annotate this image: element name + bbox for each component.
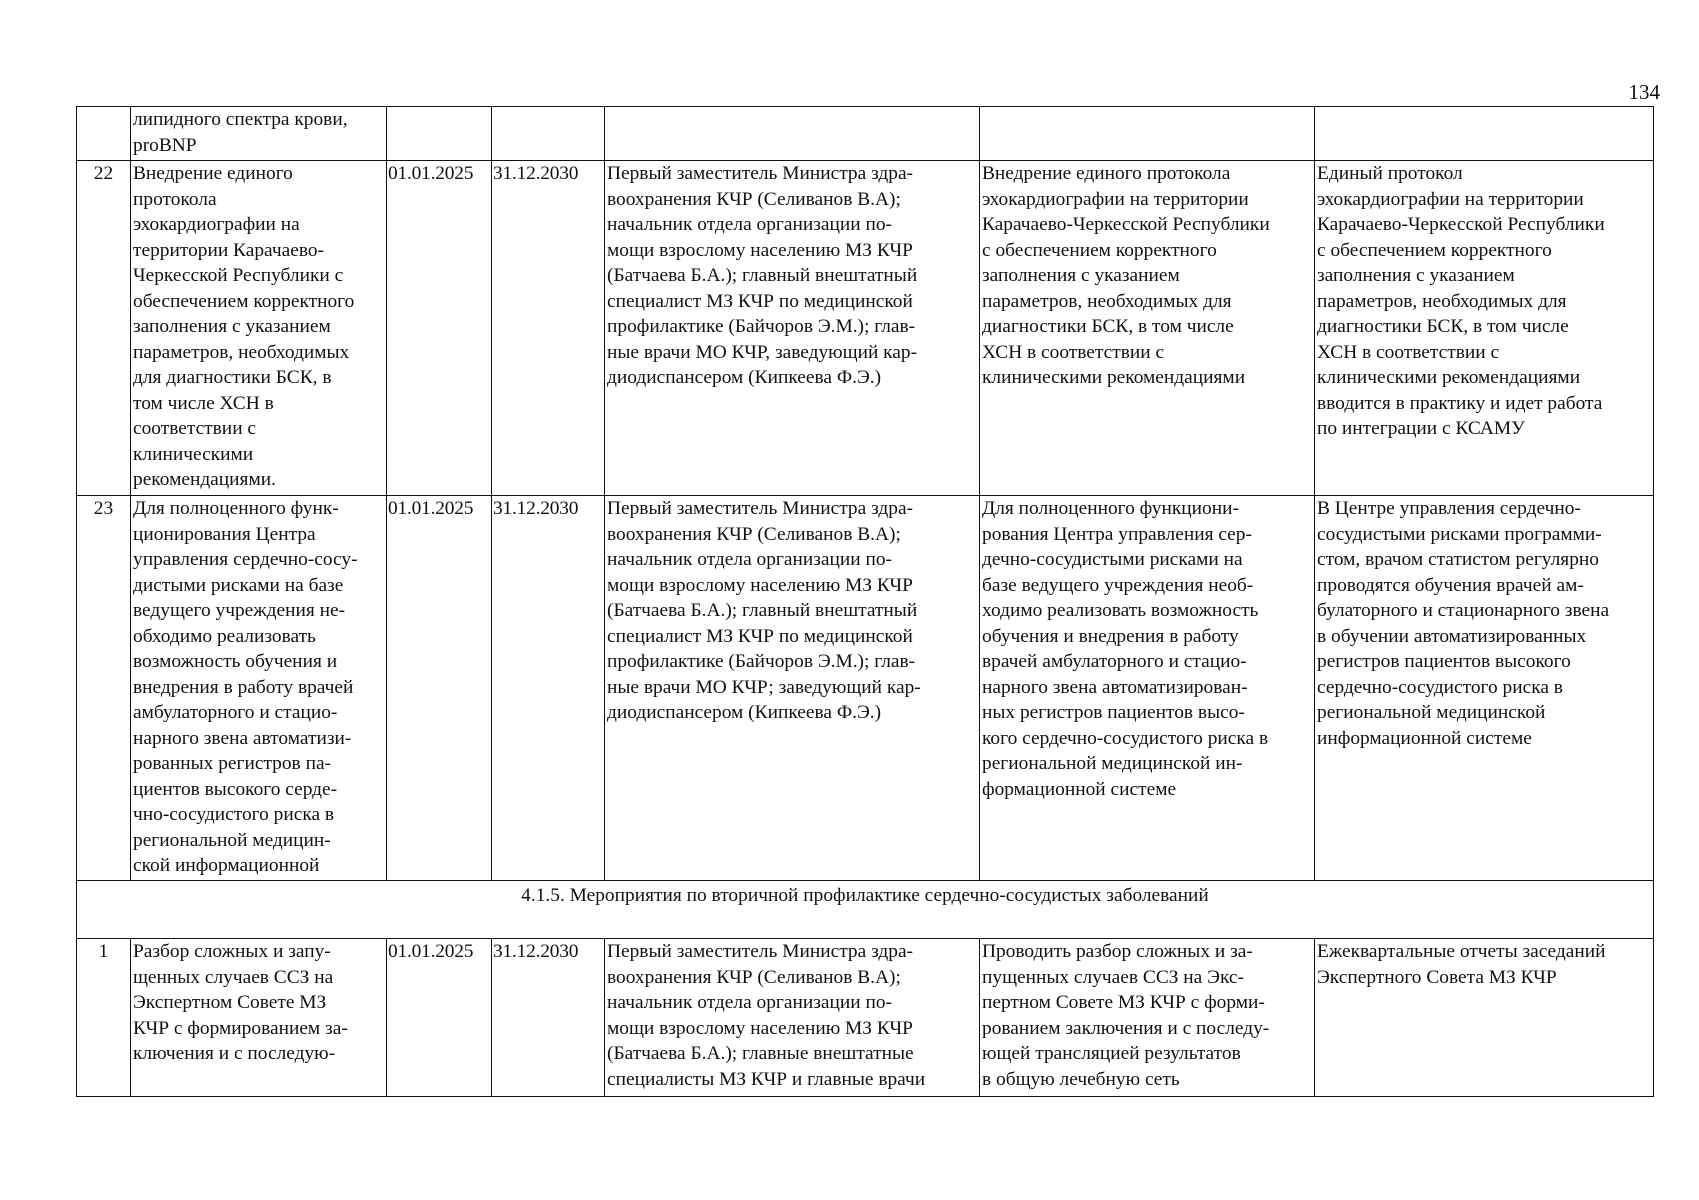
responsible-cell: Первый заместитель Министра здра- воохранения КЧР (Селиванов В.А); начальник отдела организации по- мощи взрослому населению МЗ КЧР (Батчаева Б.А.); главные внештатные специалисты МЗ КЧР и главные врачи bbox=[605, 939, 980, 1097]
result-cell: В Центре управления сердечно- сосудистыми рисками программи- стом, врачом статистом регулярно проводятся обучения врачей ам- булаторного и стационарного звена в обучении автоматизированных регистров пациентов высокого сердечно-сосудистого риска в региональной медицинской информационной системе bbox=[1315, 496, 1654, 881]
section-heading: 4.1.5. Мероприятия по вторичной профилактике сердечно-сосудистых заболеваний bbox=[77, 881, 1654, 939]
result-cell: Единый протокол эхокардиографии на территории Карачаево-Черкесской Республики с обеспечением корректного заполнения с указанием параметров, необходимых для диагностики БСК, в том числе ХСН в соответствии с клиническими рекомендациями вводится в практику и идет работа по интеграции с КСАМУ bbox=[1315, 161, 1654, 496]
result-cell bbox=[1315, 107, 1654, 161]
description-cell bbox=[980, 107, 1315, 161]
end-date-cell: 31.12.2030 bbox=[492, 161, 605, 496]
start-date-cell bbox=[387, 107, 492, 161]
responsible-cell bbox=[605, 107, 980, 161]
event-cell: Внедрение единого протокола эхокардиографии на территории Карачаево- Черкесской Республики с обеспечением корректного заполнения с указанием параметров, необходимых для диагностики БСК, в том числе ХСН в соответствии с клиническими рекомендациями. bbox=[131, 161, 387, 496]
end-date-cell: 31.12.2030 bbox=[492, 496, 605, 881]
table-row bbox=[77, 107, 1654, 161]
end-date-cell bbox=[492, 107, 605, 161]
result-cell: Ежеквартальные отчеты заседаний Экспертного Совета МЗ КЧР bbox=[1315, 939, 1654, 1097]
row-number bbox=[77, 107, 131, 161]
row-number: 22 bbox=[77, 161, 131, 496]
start-date-cell: 01.01.2025 bbox=[387, 496, 492, 881]
section-row bbox=[77, 881, 1654, 939]
event-cell: липидного спектра крови, proBNP bbox=[131, 107, 387, 161]
start-date-cell: 01.01.2025 bbox=[387, 939, 492, 1097]
responsible-cell: Первый заместитель Министра здра- воохранения КЧР (Селиванов В.А); начальник отдела организации по- мощи взрослому населению МЗ КЧР (Батчаева Б.А.); главный внештатный специалист МЗ КЧР по медицинской профилактике (Байчоров Э.М.); глав- ные врачи МО КЧР; заведующий кар- диодиспансером (Кипкеева Ф.Э.) bbox=[605, 496, 980, 881]
table-row bbox=[77, 496, 1654, 881]
description-cell: Внедрение единого протокола эхокардиографии на территории Карачаево-Черкесской Республики с обеспечением корректного заполнения с указанием параметров, необходимых для диагностики БСК, в том числе ХСН в соответствии с клиническими рекомендациями bbox=[980, 161, 1315, 496]
description-cell: Проводить разбор сложных и за- пущенных случаев ССЗ на Экс- пертном Совете МЗ КЧР с форми- рованием заключения и с последу- ющей трансляцией результатов в общую лечебную сеть bbox=[980, 939, 1315, 1097]
event-cell: Для полноценного функ- ционирования Центра управления сердечно-сосу- дистыми рисками на базе ведущего учреждения не- обходимо реализовать возможность обучения и внедрения в работу врачей амбулаторного и стацио- нарного звена автоматизи- рованных регистров па- циентов высокого серде- чно-сосудистого риска в региональной медицин- ской информационной bbox=[131, 496, 387, 881]
measures-table bbox=[76, 106, 1653, 1097]
description-cell: Для полноценного функциони- рования Центра управления сер- дечно-сосудистыми рисками на базе ведущего учреждения необ- ходимо реализовать возможность обучения и внедрения в работу врачей амбулаторного и стацио- нарного звена автоматизирован- ных регистров пациентов высо- кого сердечно-сосудистого риска в региональной медицинской ин- формационной системе bbox=[980, 496, 1315, 881]
table-row bbox=[77, 161, 1654, 496]
row-number: 23 bbox=[77, 496, 131, 881]
end-date-cell: 31.12.2030 bbox=[492, 939, 605, 1097]
page-number: 134 bbox=[1628, 80, 1660, 104]
table-row bbox=[77, 939, 1654, 1097]
start-date-cell: 01.01.2025 bbox=[387, 161, 492, 496]
event-cell: Разбор сложных и запу- щенных случаев ССЗ на Экспертном Совете МЗ КЧР с формированием за- ключения и с последую- bbox=[131, 939, 387, 1097]
row-number: 1 bbox=[77, 939, 131, 1097]
responsible-cell: Первый заместитель Министра здра- воохранения КЧР (Селиванов В.А); начальник отдела организации по- мощи взрослому населению МЗ КЧР (Батчаева Б.А.); главный внештатный специалист МЗ КЧР по медицинской профилактике (Байчоров Э.М.); глав- ные врачи МО КЧР, заведующий кар- диодиспансером (Кипкеева Ф.Э.) bbox=[605, 161, 980, 496]
